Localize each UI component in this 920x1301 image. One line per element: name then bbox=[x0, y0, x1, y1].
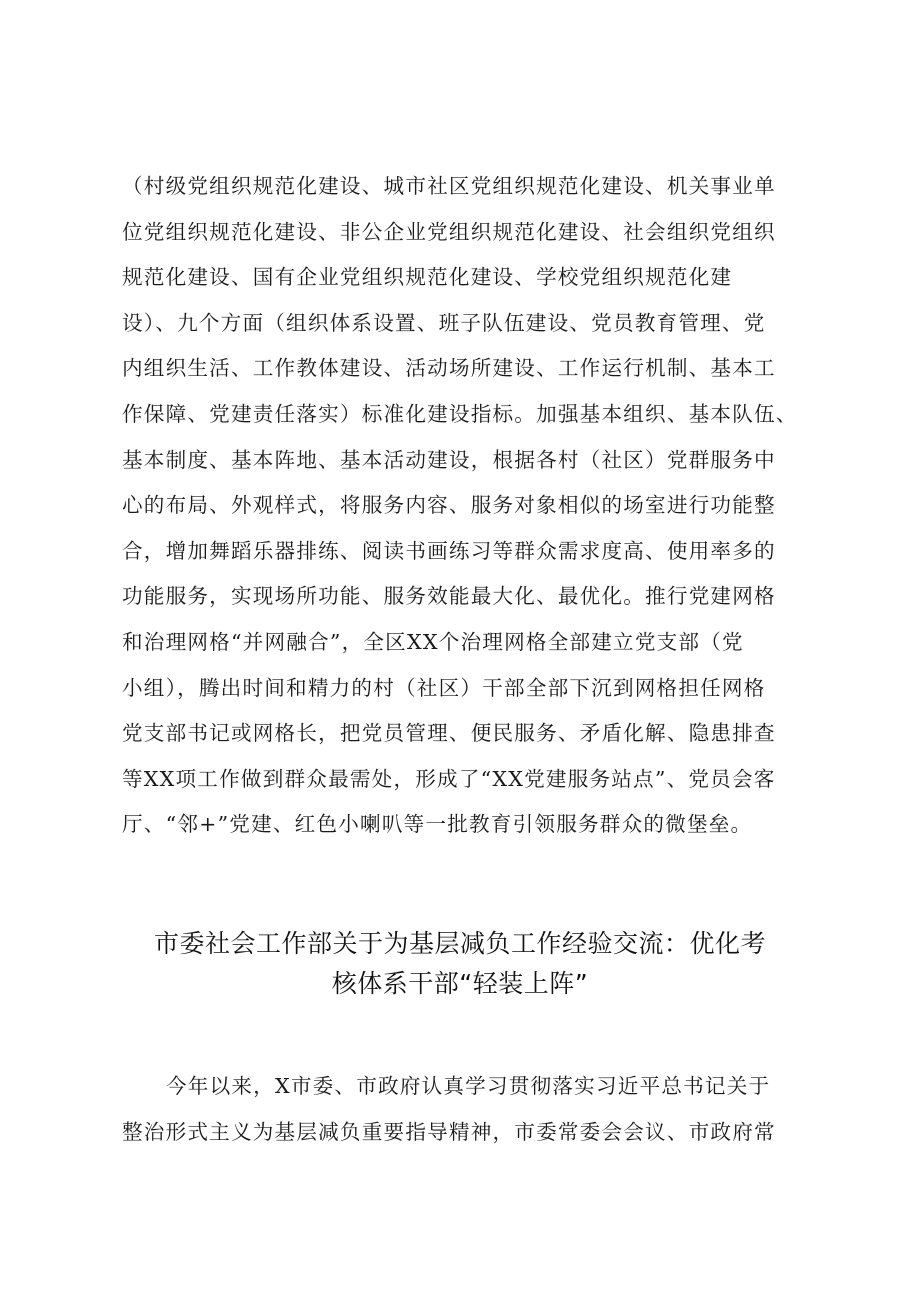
section-heading bbox=[100, 924, 820, 1004]
body-paragraph-1 bbox=[122, 164, 822, 848]
paragraph-line: 作保障、党建责任落实）标准化建设指标。加强基本组织、基本队伍、 bbox=[122, 401, 798, 426]
paragraph-line: 合，增加舞蹈乐器排练、阅读书画练习等群众需求度高、使用率多的 bbox=[122, 538, 776, 563]
heading-line-2: 核体系干部“轻装上阵” bbox=[331, 969, 589, 998]
paragraph-line: 今年以来，X市委、市政府认真学习贯彻落实习近平总书记关于 bbox=[166, 1074, 771, 1098]
paragraph-line: 内组织生活、工作教体建设、活动场所建设、工作运行机制、基本工 bbox=[122, 356, 776, 381]
paragraph-line: 设）、九个方面（组织体系设置、班子队伍建设、党员教育管理、党 bbox=[122, 310, 766, 335]
paragraph-line: 位党组织规范化建设、非公企业党组织规范化建设、社会组织党组织 bbox=[122, 219, 776, 244]
paragraph-line: 小组），腾出时间和精力的村（社区）干部全部下沉到网格担任网格 bbox=[122, 675, 766, 700]
paragraph-line: 规范化建设、国有企业党组织规范化建设、学校党组织规范化建 bbox=[122, 265, 733, 290]
paragraph-line: 功能服务，实现场所功能、服务效能最大化、最优化。推行党建网格 bbox=[122, 584, 776, 609]
paragraph-line: 心的布局、外观样式，将服务内容、服务对象相似的场室进行功能整 bbox=[122, 493, 776, 518]
body-paragraph-2 bbox=[122, 1064, 822, 1155]
heading-line-1: 市委社会工作部关于为基层减负工作经验交流：优化考 bbox=[153, 929, 766, 958]
paragraph-line: 基本制度、基本阵地、基本活动建设，根据各村（社区）党群服务中 bbox=[122, 447, 776, 472]
paragraph-line: 整治形式主义为基层减负重要指导精神，市委常委会会议、市政府常 bbox=[122, 1119, 776, 1144]
paragraph-line: 厅、“邻+”党建、红色小喇叭等一批教育引领服务群众的微堡垒。 bbox=[122, 812, 753, 837]
paragraph-line: 等XX项工作做到群众最需处，形成了“XX党建服务站点”、党员会客 bbox=[122, 766, 776, 791]
paragraph-line: （村级党组织规范化建设、城市社区党组织规范化建设、机关事业单 bbox=[122, 174, 776, 198]
paragraph-line: 党支部书记或网格长，把党员管理、便民服务、矛盾化解、隐患排查 bbox=[122, 721, 776, 746]
paragraph-line: 和治理网格“并网融合”，全区XX个治理网格全部建立党支部（党 bbox=[122, 629, 744, 654]
